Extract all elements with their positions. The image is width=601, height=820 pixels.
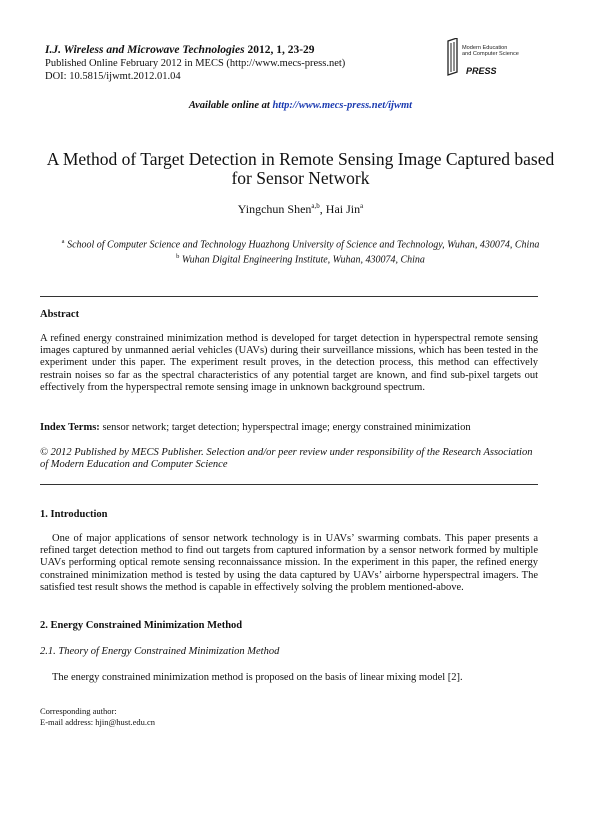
journal-name: I.J. Wireless and Microwave Technologies bbox=[45, 44, 245, 56]
bottom-divider bbox=[40, 484, 538, 485]
doi: DOI: 10.5815/ijwmt.2012.01.04 bbox=[45, 71, 181, 82]
author-name: Hai Jin bbox=[325, 202, 361, 216]
affiliation-text: School of Computer Science and Technology Huazhong University of Science and Technology, Wuhan, 430074, China bbox=[67, 239, 540, 251]
footnote-corresponding: Corresponding author: bbox=[40, 706, 117, 716]
logo-text bbox=[462, 45, 519, 58]
affiliation bbox=[40, 236, 561, 251]
subsection-2-1-heading: 2.1. Theory of Energy Constrained Minimization Method bbox=[40, 646, 280, 657]
affiliations bbox=[40, 236, 561, 267]
abstract-text: A refined energy constrained minimization method is developed for target detection in hyperspectral remote sensing images captured by unmanned aerial vehicles (UAVs) during their surveillance missions, which has been tested in the experiment under this paper. The experiment result proves, in the detection process, this method can effectively restrain noises so far as the spectral characteristics of any potential target are known, and find sub-pixel targets out effectively from the hyperspectral remote sensing image in unknown background spectrum. bbox=[40, 333, 538, 393]
top-divider bbox=[40, 296, 538, 297]
logo-press: PRESS bbox=[466, 66, 497, 76]
copyright-notice: © 2012 Published by MECS Publisher. Selection and/or peer review under responsibility of the Research Association of Modern Education and Computer Science bbox=[40, 447, 533, 471]
index-terms-text: sensor network; target detection; hyperspectral image; energy constrained minimization bbox=[102, 422, 471, 433]
publication-info: Published Online February 2012 in MECS (http://www.mecs-press.net) bbox=[45, 58, 346, 69]
availability-line bbox=[0, 100, 601, 111]
logo-line-1: Modern Education bbox=[462, 45, 508, 51]
journal-header bbox=[45, 44, 345, 83]
authors: Yingchun Shen$^{a,b}$, Hai Jin$^a$ bbox=[237, 202, 364, 216]
introduction-heading: 1. Introduction bbox=[40, 509, 108, 520]
footnote-email: E-mail address: hjin@hust.edu.cn bbox=[40, 716, 155, 727]
index-terms bbox=[40, 422, 538, 434]
author-name: Yingchun Shen bbox=[237, 202, 312, 216]
affiliation-mark: a bbox=[61, 238, 65, 245]
index-terms-label: Index Terms: bbox=[40, 422, 100, 433]
author-affiliation-mark: a,b bbox=[311, 202, 320, 210]
journal-url-link[interactable]: http://www.mecs-press.net/ijwmt bbox=[272, 100, 413, 111]
abstract-heading: Abstract bbox=[40, 309, 80, 320]
introduction-text: One of major applications of sensor network technology is in UAVs’ swarming combats. This paper presents a refined target detection method to find out targets from captured information by a sensor network formed by multiple UAVs performing optical remote sensing reconnaissance mission. In the experiment in this paper, the refined energy constrained minimization method is tested by using the data captured by UAVs’ airborne hyperspectral imagers. The satisfied test result shows the method is capable in effectively solving the problem mentioned-above. bbox=[40, 533, 538, 593]
affiliation bbox=[40, 251, 561, 266]
book-icon bbox=[446, 38, 460, 76]
publisher-logo bbox=[446, 38, 556, 86]
affiliation-text: Wuhan Digital Engineering Institute, Wuhan, 430074, China bbox=[181, 254, 425, 266]
logo-line-2: and Computer Science bbox=[462, 51, 519, 58]
section-2-text: The energy constrained minimization method is proposed on the basis of linear mixing model [2]. bbox=[52, 672, 463, 683]
affiliation-mark: b bbox=[176, 253, 180, 261]
paper-title: A Method of Target Detection in Remote Sensing Image Captured based for Sensor Network bbox=[46, 149, 555, 188]
journal-volume: 2012, 1, 23-29 bbox=[247, 44, 315, 56]
journal-citation bbox=[45, 44, 345, 57]
author-affiliation-mark: a bbox=[360, 202, 364, 210]
footnote bbox=[40, 706, 155, 727]
availability-prefix: Available online at bbox=[188, 100, 270, 111]
section-2-heading: 2. Energy Constrained Minimization Method bbox=[40, 620, 243, 631]
